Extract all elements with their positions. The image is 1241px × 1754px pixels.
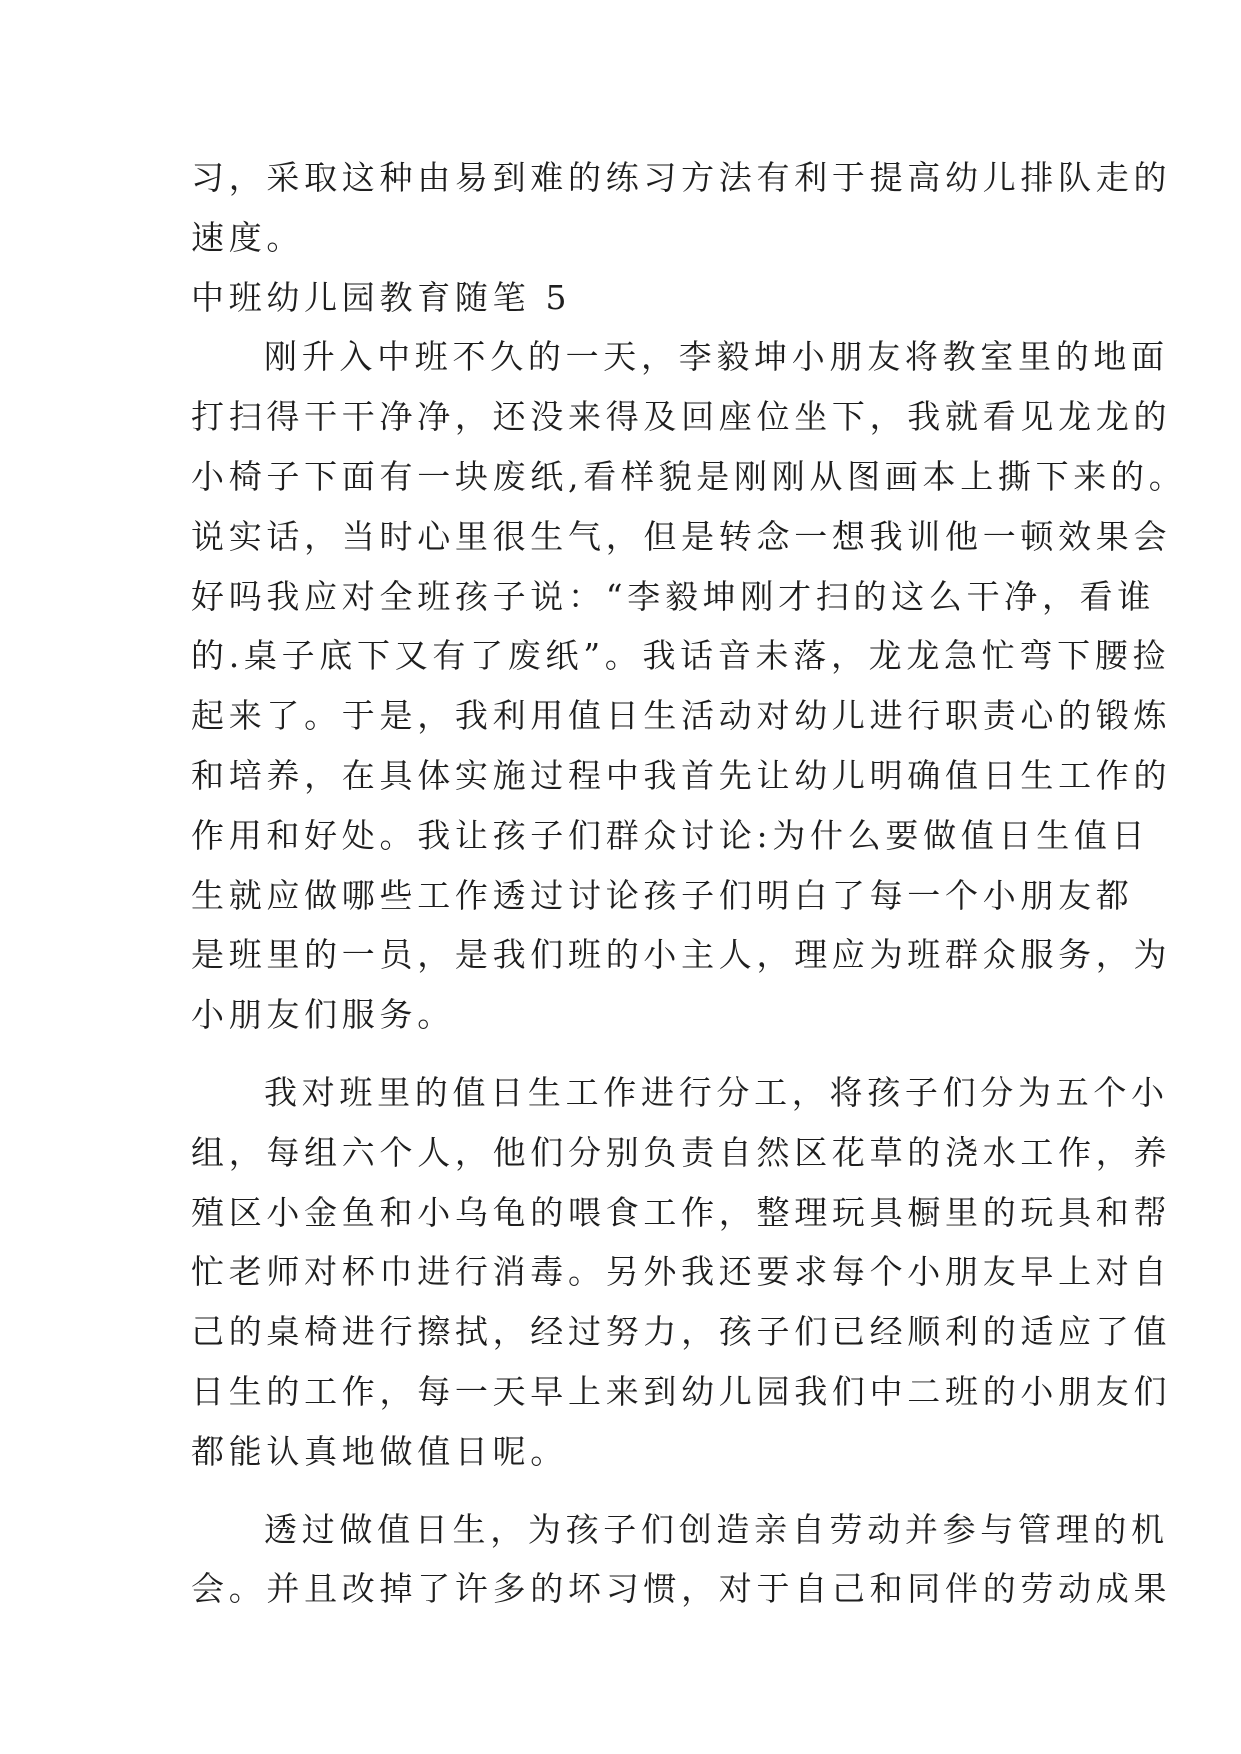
text-line: 生就应做哪些工作透过讨论孩子们明白了每一个小朋友都 [191,875,1134,915]
document-body [191,148,1187,1619]
text-line: 好吗我应对全班孩子说：“李毅坤刚才扫的这么干净，看谁 [191,576,1156,616]
text-line: 己的桌椅进行擦拭，经过努力，孩子们已经顺利的适应了值 [191,1312,1172,1352]
text-line: 小椅子下面有一块废纸,看样貌是刚刚从图画本上撕下来的。 [191,456,1187,496]
text-line: 的.桌子底下又有了废纸”。我话音未落，龙龙急忙弯下腰捡 [191,636,1171,676]
text-line: 殖区小金鱼和小乌龟的喂食工作，整理玩具橱里的玩具和帮 [191,1192,1172,1232]
text-line: 会。并且改掉了许多的坏习惯，对于自己和同伴的劳动成果 [191,1569,1172,1609]
paragraph-continued [191,148,1172,268]
paragraph-3 [191,1500,1172,1620]
paragraph-gap [191,1045,1051,1063]
paragraph-1 [191,327,1187,1045]
text-line: 组，每组六个人，他们分别负责自然区花草的浇水工作，养 [191,1132,1172,1172]
text-line: 日生的工作，每一天早上来到幼儿园我们中二班的小朋友们 [191,1371,1172,1411]
text-line: 忙老师对杯巾进行消毒。另外我还要求每个小朋友早上对自 [191,1252,1172,1292]
text-line: 说实话，当时心里很生气，但是转念一想我训他一顿效果会 [191,516,1172,556]
text-line: 透过做值日生，为孩子们创造亲自劳动并参与管理的机 [264,1509,1169,1549]
text-line: 速度。 [191,217,305,257]
text-line: 作用和好处。我让孩子们群众讨论:为什么要做值日生值日 [191,815,1150,855]
paragraph-gap [191,1482,1051,1500]
text-line: 都能认真地做值日呢。 [191,1431,568,1471]
section-heading [191,268,1051,328]
text-line: 小朋友们服务。 [191,995,455,1035]
text-line: 我对班里的值日生工作进行分工，将孩子们分为五个小 [264,1072,1169,1112]
paragraph-2 [191,1063,1172,1482]
text-line: 刚升入中班不久的一天，李毅坤小朋友将教室里的地面 [264,337,1169,377]
text-line: 打扫得干干净净，还没来得及回座位坐下，我就看见龙龙的 [191,397,1172,437]
text-line: 和培养，在具体实施过程中我首先让幼儿明确值日生工作的 [191,755,1172,795]
text-line: 起来了。于是，我利用值日生活动对幼儿进行职责心的锻炼 [191,696,1172,736]
text-line: 习，采取这种由易到难的练习方法有利于提高幼儿排队走的 [191,158,1172,197]
heading-text: 中班幼儿园教育随笔 5 [191,277,572,317]
text-line: 是班里的一员，是我们班的小主人，理应为班群众服务，为 [191,935,1172,975]
